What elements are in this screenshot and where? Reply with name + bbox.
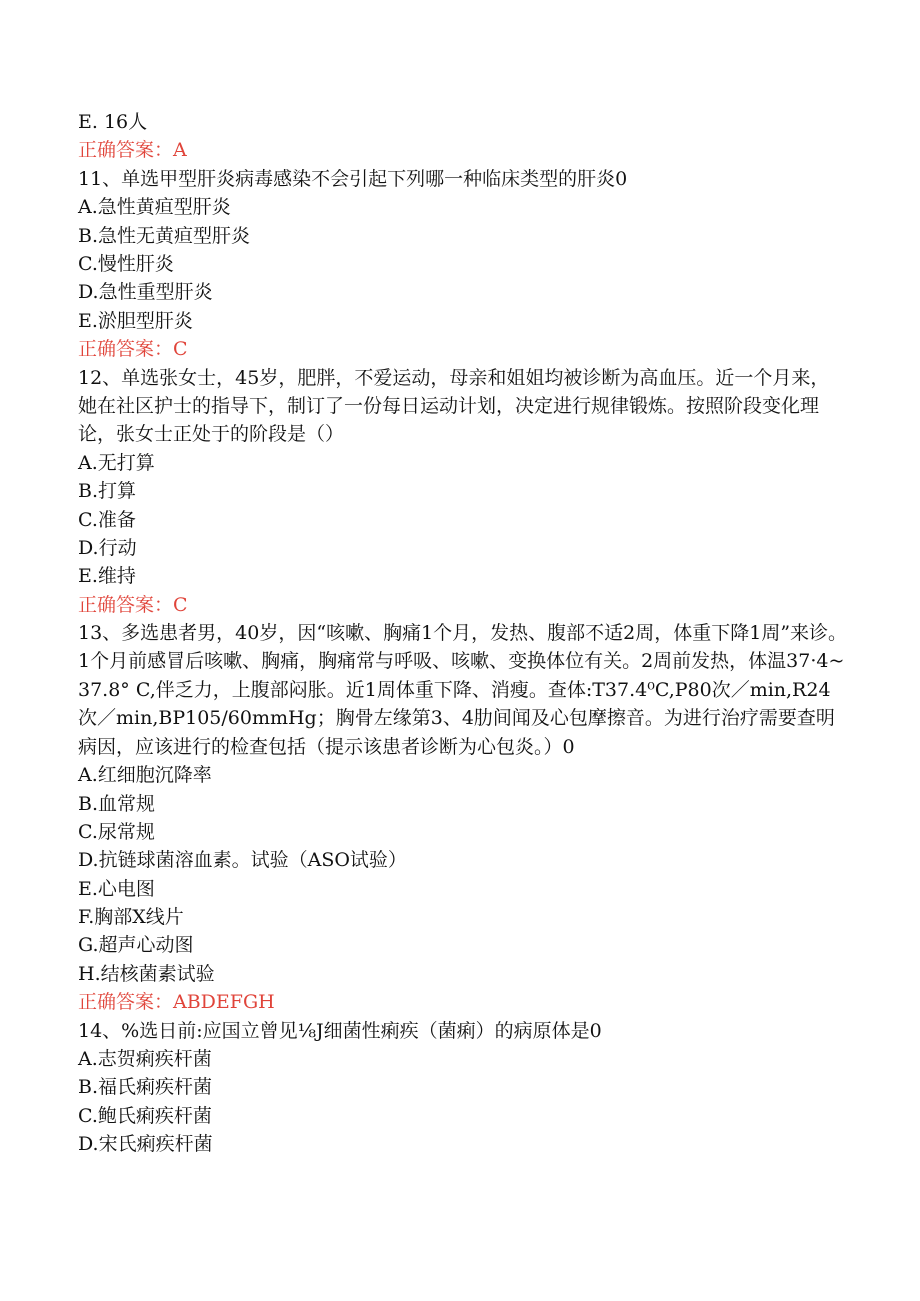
q12-option-e: E.维持 xyxy=(78,565,136,588)
q11-answer: 正确答案：C xyxy=(78,338,188,361)
q12-option-d: D.行动 xyxy=(78,536,137,559)
q13-stem: 13、多选患者男，40岁，因“咳嗽、胸痛1个月，发热、腹部不适2周，体重下降1周”来诊。1个月前感冒后咳嗽、胸痛，胸痛常与呼吸、咳嗽、变换体位有关。2周前发热，体温37·4~37.8° C,伴乏力，上腹部闷胀。近1周体重下降、消瘦。查体:T37.4⁰C,P80次／min,R24次／min,BP105/60mmHg；胸骨左缘第3、4肋间闻及心包摩擦音。为进行治疗需要查明病因，应该进行的检查包括（提示该患者诊断为心包炎。）0 xyxy=(78,622,848,758)
q14-option-b: B.福氏痢疾杆菌 xyxy=(78,1076,213,1099)
q13-option-f: F.胸部X线片 xyxy=(78,906,184,929)
q13-option-c: C.尿常规 xyxy=(78,820,155,843)
q13-option-b: B.血常规 xyxy=(78,792,156,815)
q11-option-c: C.慢性肝炎 xyxy=(78,252,174,275)
q12-option-b: B.打算 xyxy=(78,480,137,503)
q13-answer: 正确答案：ABDEFGH xyxy=(78,991,275,1014)
q14-option-d: D.宋氏痢疾杆菌 xyxy=(78,1133,213,1156)
q11-stem: 11、单选甲型肝炎病毒感染不会引起下列哪一种临床类型的肝炎0 xyxy=(78,167,628,190)
q10-answer: 正确答案：A xyxy=(78,139,187,162)
q12-option-a: A.无打算 xyxy=(78,451,155,474)
q11-option-d: D.急性重型肝炎 xyxy=(78,281,213,304)
q12-answer: 正确答案：C xyxy=(78,593,188,616)
q13-option-h: H.结核菌素试验 xyxy=(78,962,215,985)
q14-option-c: C.鲍氏痢疾杆菌 xyxy=(78,1104,212,1127)
q14-stem: 14、%选日前:应国立曾见⅛J细菌性痢疾（菌痢）的病原体是0 xyxy=(78,1019,602,1042)
q13-option-a: A.红细胞沉降率 xyxy=(78,764,212,787)
q12-option-c: C.准备 xyxy=(78,508,136,531)
q13-option-d: D.抗链球菌溶血素。试验（ASO试验） xyxy=(78,849,407,872)
q10-option-e: E. 16人 xyxy=(78,111,148,133)
q11-option-b: B.急性无黄疸型肝炎 xyxy=(78,224,251,247)
q11-option-e: E.淤胆型肝炎 xyxy=(78,309,193,332)
q14-option-a: A.志贺痢疾杆菌 xyxy=(78,1048,212,1071)
q13-option-e: E.心电图 xyxy=(78,877,155,900)
q11-option-a: A.急性黄疸型肝炎 xyxy=(78,196,231,219)
exam-page xyxy=(78,108,848,1159)
q13-option-g: G.超声心动图 xyxy=(78,934,194,957)
q12-stem: 12、单选张女士，45岁，肥胖，不爱运动，母亲和姐姐均被诊断为高血压。近一个月来，她在社区护士的指导下，制订了一份每日运动计划，决定进行规律锻炼。按照阶段变化理论，张女士正处于的阶段是（） xyxy=(78,366,830,446)
